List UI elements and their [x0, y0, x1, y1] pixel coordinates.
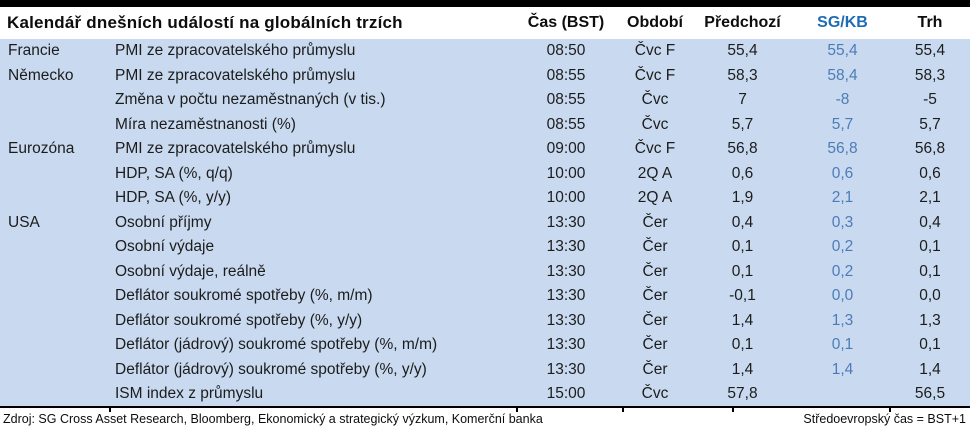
cell-previous: 0,1 [690, 333, 795, 358]
cell-time: 09:00 [512, 137, 620, 162]
cell-market: 0,4 [890, 211, 970, 236]
events-calendar-table [0, 7, 970, 407]
cell-region [0, 88, 110, 113]
cell-event: ISM index z průmyslu [110, 382, 512, 407]
cell-region: USA [0, 211, 110, 236]
cell-period: Čvc F [620, 39, 690, 64]
page-title: Kalendář dnešních událostí na globálních trzích [0, 7, 512, 39]
footer-source: Zdroj: SG Cross Asset Research, Bloomberg, Ekonomický a strategický výzkum, Komerční banka [3, 412, 543, 426]
cell-region [0, 162, 110, 187]
table-row [0, 39, 970, 64]
table-row [0, 235, 970, 260]
cell-sgkb: 0,2 [795, 235, 890, 260]
cell-event: HDP, SA (%, y/y) [110, 186, 512, 211]
cell-sgkb: 0,0 [795, 284, 890, 309]
cell-sgkb: 56,8 [795, 137, 890, 162]
cell-time: 13:30 [512, 284, 620, 309]
cell-previous: 0,4 [690, 211, 795, 236]
cell-sgkb: 0,6 [795, 162, 890, 187]
cell-region: Německo [0, 64, 110, 89]
col-header-market: Trh [890, 7, 970, 39]
cell-event: Míra nezaměstnanosti (%) [110, 113, 512, 138]
table-row [0, 260, 970, 285]
table-row [0, 64, 970, 89]
cell-previous: 1,4 [690, 309, 795, 334]
cell-market: 0,0 [890, 284, 970, 309]
cell-event: Deflátor soukromé spotřeby (%, m/m) [110, 284, 512, 309]
cell-sgkb [795, 382, 890, 407]
footer-note: Středoevropský čas = BST+1 [803, 412, 966, 426]
table-header [0, 7, 970, 39]
cell-period: Čvc F [620, 137, 690, 162]
cell-period: 2Q A [620, 186, 690, 211]
cell-event: Deflátor (jádrový) soukromé spotřeby (%, m/m) [110, 333, 512, 358]
table-row [0, 162, 970, 187]
cell-previous: 57,8 [690, 382, 795, 407]
cell-period: 2Q A [620, 162, 690, 187]
cell-time: 08:55 [512, 64, 620, 89]
footer [0, 410, 970, 426]
cell-sgkb: -8 [795, 88, 890, 113]
cell-region [0, 113, 110, 138]
bottom-border-line [0, 406, 970, 408]
cell-sgkb: 1,4 [795, 358, 890, 383]
cell-sgkb: 0,3 [795, 211, 890, 236]
cell-event: PMI ze zpracovatelského průmyslu [110, 64, 512, 89]
cell-previous: 0,1 [690, 235, 795, 260]
cell-sgkb: 55,4 [795, 39, 890, 64]
cell-time: 13:30 [512, 211, 620, 236]
cell-event: Osobní výdaje, reálně [110, 260, 512, 285]
cell-previous: 55,4 [690, 39, 795, 64]
cell-sgkb: 5,7 [795, 113, 890, 138]
top-border-bar [0, 0, 970, 7]
cell-previous: 0,1 [690, 260, 795, 285]
cell-market: 5,7 [890, 113, 970, 138]
cell-region [0, 284, 110, 309]
cell-time: 15:00 [512, 382, 620, 407]
cell-time: 10:00 [512, 186, 620, 211]
cell-previous: 1,4 [690, 358, 795, 383]
cell-event: PMI ze zpracovatelského průmyslu [110, 39, 512, 64]
cell-time: 10:00 [512, 162, 620, 187]
cell-period: Čer [620, 284, 690, 309]
cell-event: HDP, SA (%, q/q) [110, 162, 512, 187]
cell-market: 56,5 [890, 382, 970, 407]
cell-event: Deflátor (jádrový) soukromé spotřeby (%, y/y) [110, 358, 512, 383]
cell-market: -5 [890, 88, 970, 113]
cell-sgkb: 1,3 [795, 309, 890, 334]
cell-time: 13:30 [512, 309, 620, 334]
cell-region [0, 382, 110, 407]
cell-previous: 56,8 [690, 137, 795, 162]
cell-region [0, 260, 110, 285]
cell-previous: -0,1 [690, 284, 795, 309]
cell-sgkb: 2,1 [795, 186, 890, 211]
cell-period: Čer [620, 333, 690, 358]
col-header-time: Čas (BST) [512, 7, 620, 39]
cell-time: 08:50 [512, 39, 620, 64]
cell-period: Čvc [620, 88, 690, 113]
cell-region [0, 358, 110, 383]
table-row [0, 309, 970, 334]
cell-previous: 58,3 [690, 64, 795, 89]
cell-period: Čvc [620, 382, 690, 407]
cell-event: PMI ze zpracovatelského průmyslu [110, 137, 512, 162]
cell-market: 0,1 [890, 260, 970, 285]
table-row [0, 382, 970, 407]
table-row [0, 137, 970, 162]
cell-market: 0,1 [890, 333, 970, 358]
cell-previous: 1,9 [690, 186, 795, 211]
col-header-sgkb: SG/KB [795, 7, 890, 39]
cell-time: 08:55 [512, 113, 620, 138]
cell-market: 55,4 [890, 39, 970, 64]
cell-period: Čer [620, 309, 690, 334]
cell-event: Osobní výdaje [110, 235, 512, 260]
cell-market: 2,1 [890, 186, 970, 211]
table-body [0, 39, 970, 407]
cell-time: 13:30 [512, 260, 620, 285]
cell-market: 1,4 [890, 358, 970, 383]
cell-sgkb: 58,4 [795, 64, 890, 89]
cell-sgkb: 0,1 [795, 333, 890, 358]
col-header-previous: Předchozí [690, 7, 795, 39]
cell-market: 58,3 [890, 64, 970, 89]
cell-market: 1,3 [890, 309, 970, 334]
cell-market: 0,1 [890, 235, 970, 260]
cell-previous: 5,7 [690, 113, 795, 138]
table-row [0, 358, 970, 383]
table-row [0, 333, 970, 358]
cell-time: 13:30 [512, 333, 620, 358]
cell-region [0, 186, 110, 211]
cell-period: Čer [620, 358, 690, 383]
cell-region: Francie [0, 39, 110, 64]
table-row [0, 186, 970, 211]
cell-region [0, 235, 110, 260]
cell-previous: 0,6 [690, 162, 795, 187]
cell-period: Čer [620, 235, 690, 260]
header-row [0, 7, 970, 39]
cell-time: 13:30 [512, 358, 620, 383]
cell-sgkb: 0,2 [795, 260, 890, 285]
col-header-period: Období [620, 7, 690, 39]
cell-region [0, 309, 110, 334]
cell-region: Eurozóna [0, 137, 110, 162]
table-row [0, 284, 970, 309]
cell-period: Čer [620, 211, 690, 236]
cell-event: Osobní příjmy [110, 211, 512, 236]
cell-market: 0,6 [890, 162, 970, 187]
cell-time: 13:30 [512, 235, 620, 260]
cell-period: Čvc F [620, 64, 690, 89]
table-row [0, 211, 970, 236]
cell-time: 08:55 [512, 88, 620, 113]
cell-market: 56,8 [890, 137, 970, 162]
cell-period: Čer [620, 260, 690, 285]
cell-event: Deflátor soukromé spotřeby (%, y/y) [110, 309, 512, 334]
cell-period: Čvc [620, 113, 690, 138]
table-row [0, 113, 970, 138]
table-row [0, 88, 970, 113]
cell-event: Změna v počtu nezaměstnaných (v tis.) [110, 88, 512, 113]
cell-previous: 7 [690, 88, 795, 113]
cell-region [0, 333, 110, 358]
